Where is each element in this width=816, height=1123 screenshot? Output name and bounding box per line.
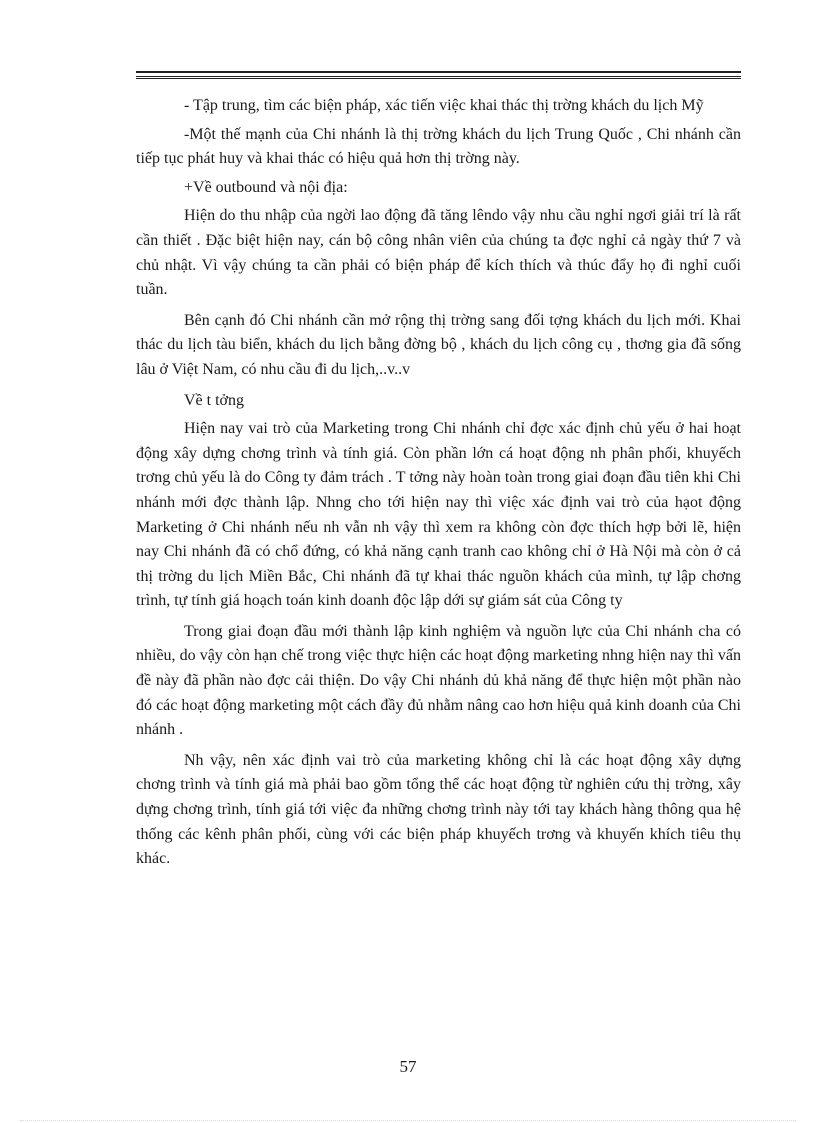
paragraph-early-stage: Trong giai đoạn đầu mới thành lập kinh nghiệm và nguồn lực của Chi nhánh cha có nhiều, do vậy còn hạn chế trong việc thực hiện các hoạt động marketing nhng hiện nay thì vấn đề này đã phần nào đợc cải thiện. Do vậy Chi nhánh dủ khả năng để thực hiện một phần nào đó các hoạt động marketing một cách đầy đủ nhằm nâng cao hơn hiệu quả kinh doanh của Chi nhánh . <box>136 622 741 739</box>
footer-dotted-border <box>20 1120 796 1121</box>
heading-outbound-domestic: +Về outbound và nội địa: <box>184 178 348 196</box>
header-rule-thick <box>136 71 741 73</box>
paragraph-expand-market: Bên cạnh đó Chi nhánh cần mở rộng thị trờng sang đối tợng khách du lịch mới. Khai thác du lịch tàu biển, khách du lịch bằng đờng bộ , khách du lịch công cụ , thơng gia đã sống lâu ở Việt Nam, có nhu cầu đi du lịch,..v..v <box>136 311 741 378</box>
body-text <box>136 94 741 878</box>
paragraph-conclusion: Nh vậy, nên xác định vai trò của marketing không chỉ là các hoạt động xây dựng chơng trình và tính giá mà phải bao gồm tổng thể các hoạt động từ nghiên cứu thị trờng, xây dựng chơng trình, tính giá tới việc đa những chơng trình này tới tay khách hàng thông qua hệ thống các kênh phân phối, cùng với các biện pháp khuyếch trơng và khuyến khích tiêu thụ khác. <box>136 751 741 868</box>
heading-ideology: Về t tởng <box>184 391 245 409</box>
header-rule-thin <box>136 76 741 77</box>
page-number: 57 <box>399 1057 417 1076</box>
header-rule-thin-lower <box>136 78 741 79</box>
paragraph-income-leisure: Hiện do thu nhập của ngời lao động đã tăng lêndo vậy nhu cầu nghỉ ngơi giải trí là rất cần thiết . Đặc biệt hiện nay, cán bộ công nhân viên của chúng ta đợc nghỉ cả ngày thứ 7 và chủ nhật. Vì vậy chúng ta cần phải có biện pháp để kích thích và thúc đẩy họ đi nghỉ cuối tuần. <box>136 207 741 299</box>
paragraph-china-market: -Một thế mạnh của Chi nhánh là thị trờng khách du lịch Trung Quốc , Chi nhánh cần tiếp tục phát huy và khai thác có hiệu quả hơn thị trờng này. <box>136 125 741 168</box>
paragraph-us-market: - Tập trung, tìm các biện pháp, xác tiến việc khai thác thị trờng khách du lịch Mỹ <box>184 97 704 114</box>
paragraph-marketing-role: Hiện nay vai trò của Marketing trong Chi nhánh chỉ đợc xác định chủ yếu ở hai hoạt động xây dựng chơng trình và tính giá. Còn phần lớn cá hoạt động nh phân phối, khuyếch trơng chủ yếu là do Công ty đảm trách . T tởng này hoàn toàn trong giai đoạn đầu tiên khi Chi nhánh mới đợc thành lập. Nhng cho tới hiện nay thì việc xác định vai trò của hạot động Marketing ở Chi nhánh nếu nh vẫn nh vậy thì xem ra không còn đợc thích hợp bởi lẽ, hiện nay Chi nhánh đã có chổ đứng, có khả năng cạnh tranh cao không chỉ ở Hà Nội mà còn ở cả thị trờng du lịch Miền Bắc, Chi nhánh đã tự khai thác nguồn khách của mình, tự lập chơng trình, tự tính giá hoạch toán kinh doanh độc lập dới sự giám sát của Công ty <box>136 420 741 610</box>
